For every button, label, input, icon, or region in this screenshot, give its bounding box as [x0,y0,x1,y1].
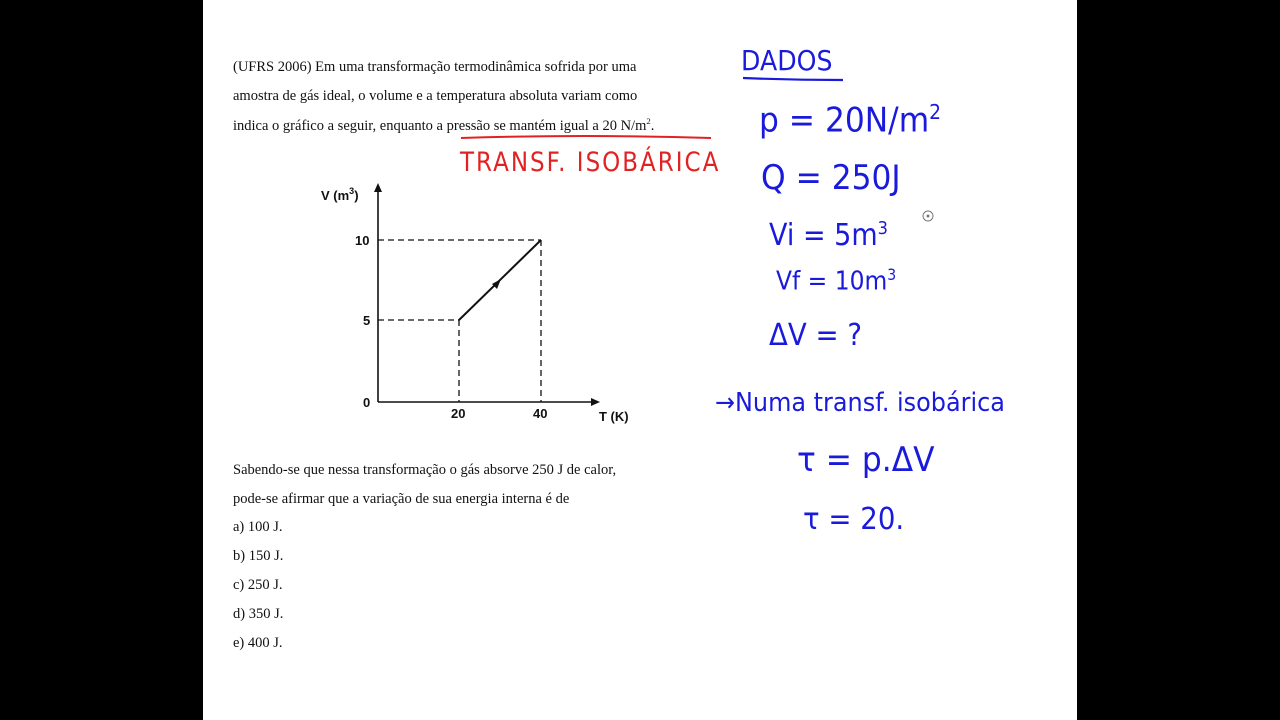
option-c: c) 250 J. [233,577,283,593]
circle-dot-cursor-icon [921,209,935,223]
x-axis-label: T (K) [599,409,629,424]
volume-change: ΔV = ? [769,318,863,353]
dados-underline [743,78,843,80]
work-calculation: τ = 20. [803,502,905,537]
pressure-sup: 2 [929,100,942,124]
pressure-value [759,100,941,140]
volume-temperature-graph [203,0,1077,720]
prompt-line-1: Sabendo-se que nessa transformação o gás absorve 250 J de calor, [233,462,617,478]
x-tick-40: 40 [533,406,548,421]
option-a: a) 100 J. [233,519,283,535]
initial-volume [769,218,888,253]
final-volume-sup: 3 [887,266,897,284]
y-axis-label: V $(m^3)$ [321,186,359,203]
question-line-3-text: indica o gráfico a seguir, enquanto a pressão se mantém igual a 20 N/m [233,117,647,134]
option-b: b) 150 J. [233,548,284,564]
dados-title: DADOS [741,44,833,77]
y-tick-10: 10 [355,233,370,248]
final-volume [776,266,896,297]
question-line-3-sup: 2 [646,116,651,126]
red-handwritten-note: TRANSF. ISOBÁRICA [460,148,721,178]
isobaric-note: →Numa transf. isobárica [715,388,1005,418]
prompt-line-2: pode-se afirmar que a variação de sua energia interna é de [233,491,570,507]
y-axis-arrow [374,183,382,192]
document-page [203,0,1077,720]
heat-value: Q = 250J [761,158,901,198]
x-tick-20: 20 [451,406,466,421]
option-e: e) 400 J. [233,635,283,651]
question-line-2: amostra de gás ideal, o volume e a temperatura absoluta variam como [233,88,638,104]
question-line-3-end: . [650,117,655,134]
work-formula: τ = p.ΔV [797,440,935,480]
initial-volume-sup: 3 [877,218,888,239]
y-tick-5: 5 [363,313,371,328]
initial-volume-text: Vi = 5m [769,218,878,253]
option-d: d) 350 J. [233,606,284,622]
final-volume-text: Vf = 10m [776,266,888,297]
question-line-1: (UFRS 2006) Em uma transformação termodinâmica sofrida por uma [233,59,637,75]
y-tick-0: 0 [363,395,371,410]
pressure-text: p = 20N/m [759,100,930,141]
x-axis-arrow [591,398,600,406]
